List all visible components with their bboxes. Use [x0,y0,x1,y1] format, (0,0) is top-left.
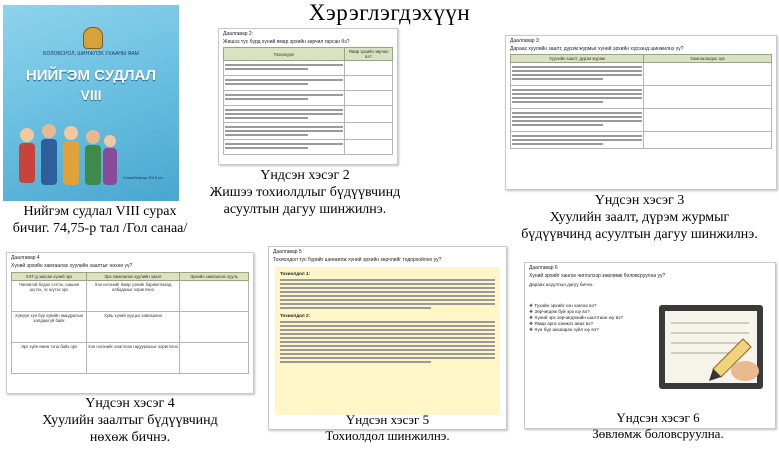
task-4-table [11,272,249,374]
table-cell [345,61,393,76]
task-2-question: Жишээ тус бүрд хүний ямар эрхийн зөрчил гарсан бэ? [223,39,350,45]
list-item-text: Хүний эрх зөрчигдөхийн шалтгаан юу вэ? [534,315,624,320]
table-row [12,312,249,343]
table-cell [224,140,345,155]
task-4-question: Хүний эрхийн хамгаалах хуулийн заалтыг нөхнө үү? [11,263,133,269]
table-cell [180,312,249,343]
caption-2-line2: Жишээ тохиолдлыг бүдүүвчинд [209,184,401,200]
table-cell [224,106,345,123]
task-3-col-law: Хуулийн заалт, дүрэм журам [511,55,644,63]
table-cell [644,63,772,86]
caption-section-5 [300,412,475,443]
task-3-col-right: Хамгаалагдах эрх [644,55,772,63]
table-cell [511,132,644,149]
caption-6-line2: Зөвлөмж боловсруулна. [592,425,724,441]
table-cell [345,140,393,155]
table-cell [180,281,249,312]
list-item: ❖ Хүний эрх зөрчигдөхийн шалтгаан юу вэ? [529,315,624,320]
book-volume: VIII [80,87,102,103]
case-2-label: Тохиолдол 2: [280,313,311,318]
caption-book-line1: Нийгэм судлал VIII сурах [23,204,177,219]
list-item-text: Хүн бүр анхаарах зүйл юу вэ? [534,327,599,332]
task-4-col-law: Эрхийн хамгаалах хууль [180,273,249,281]
book-footer: Улаанбаатар 2019 он [123,175,163,180]
caption-5-line2: Тохиолдол шинжилнэ. [325,427,450,443]
caption-4-line1: Үндсэн хэсэг 4 [85,396,175,411]
caption-section-6 [578,410,738,441]
table-cell: Эрх зүйн өмнө тэгш байх эрх [12,343,87,374]
caption-3-line3: бүдүүвчинд асуултын дагуу шинжилнэ. [521,226,758,242]
list-item: ❖ Ямар арга хэмжээ авах вэ? [529,321,594,326]
list-item: ❖ Тухайн эрхийг хэн хангах вэ? [529,303,597,308]
caption-section-2 [205,168,405,218]
task-5-heading: Даалгавар 5 [273,249,302,255]
table-cell: Хувь хүний нууцыг хамгаална [87,312,180,343]
table-cell [345,91,393,106]
textbook-cover-image [3,5,179,201]
table-cell [345,106,393,123]
table-row [12,281,249,312]
state-emblem-icon [83,27,103,49]
caption-section-4 [20,396,240,446]
table-cell: Хэн нэгэнийг алагчлан гадуурхахыг хориглоно [87,343,180,374]
task-2-col-violation: Ямар эрхийн зөрчил вэ? [345,48,393,61]
list-item-text: Ямар арга хэмжээ авах вэ? [534,321,594,326]
table-cell [511,109,644,132]
table-row [12,343,249,374]
task-4-heading: Даалгавар 4 [11,255,40,261]
task-5-slide [268,246,507,430]
list-item-text: Тухайн эрхийг хэн хангах вэ? [534,303,597,308]
table-cell [511,63,644,86]
task-6-slide [524,262,776,429]
caption-5-line1: Үндсэн хэсэг 5 [345,412,430,427]
task-2-table [223,47,393,155]
task-4-slide [6,252,254,394]
table-cell [644,109,772,132]
table-cell [224,61,345,76]
people-illustration [13,115,117,193]
book-ministry-text: БОЛОВСРОЛ, ШИНЖЛЭХ УХААНЫ ЯАМ [43,51,139,57]
caption-book [0,204,200,238]
task-5-question: Тохиолдол тус бүрийг шинжилж хүний эрхийн зөрчлийг тодорхойлно уу? [273,257,442,263]
caption-book-line2: бичиг. 74,75-р тал /Гол санаа/ [12,220,188,236]
writing-hand-illustration [653,299,769,395]
book-title: НИЙГЭМ СУДЛАЛ [25,67,157,84]
caption-4-line3: нөхөж бичнэ. [89,429,171,445]
caption-3-line2: Хуулийн заалт, дүрэм журмыг [549,209,730,225]
list-item-text: Зөрчигдөж буй эрх юу вэ? [534,309,590,314]
task-6-question: Хүний эрхийг хангах чиглэлээр зөвлөмж боловсруулна уу? [529,273,666,279]
table-cell [224,123,345,140]
table-cell: Хүмүүн хүн бүр хувийн амьдралын халдашгүй байх [12,312,87,343]
table-cell [345,76,393,91]
caption-2-line3: асуултын дагуу шинжилнэ. [223,201,387,217]
table-cell [224,76,345,91]
caption-6-line1: Үндсэн хэсэг 6 [616,410,700,425]
task-2-slide [218,28,398,165]
table-cell: Чөлөөтэй бодох сэтгэх, шашин шүтэх, эс шүтэх эрх [12,281,87,312]
task-3-heading: Даалгавар 3: [510,38,541,44]
caption-4-line2: Хуулийн заалтыг бүдүүвчинд [42,412,218,428]
task-3-question: Дараах хуулийн заалт, дүрэм журмыг хүний эрхийн хүрээнд шинжилнэ үү? [510,46,684,52]
task-5-cases-box [275,267,500,415]
page-title: Хэрэглэгдэхүүн [308,0,471,25]
table-cell [644,86,772,109]
case-1-label: Тохиолдол 1: [280,271,311,276]
list-item: ❖ Зөрчигдөж буй эрх юу вэ? [529,309,590,314]
list-item: ❖ Хүн бүр анхаарах зүйл юу вэ? [529,327,599,332]
table-cell [345,123,393,140]
table-cell [511,86,644,109]
caption-2-line1: Үндсэн хэсэг 2 [260,168,350,183]
table-cell [180,343,249,374]
task-2-col-case: Тохиолдол [224,48,345,61]
task-4-col-right: ХЭТ-д заасан хүний эрх [12,273,87,281]
table-cell [644,132,772,149]
task-6-subheading: Дараах асуултын дагуу бичнэ. [529,282,594,287]
caption-section-3 [500,193,779,243]
table-cell [224,91,345,106]
task-6-question-list [529,303,647,333]
task-6-heading: Даалгавар 6 [529,265,558,271]
task-3-table [510,54,772,149]
table-cell: Хэн нэгэнийг ямар үзлийг баримтлахад албадахыг хориглоно [87,281,180,312]
task-4-col-provision: Эрх хамгаалах хуулийн заалт [87,273,180,281]
task-3-slide [505,35,777,190]
task-2-heading: Даалгавар 2: [223,31,254,37]
caption-3-line1: Үндсэн хэсэг 3 [594,193,685,208]
